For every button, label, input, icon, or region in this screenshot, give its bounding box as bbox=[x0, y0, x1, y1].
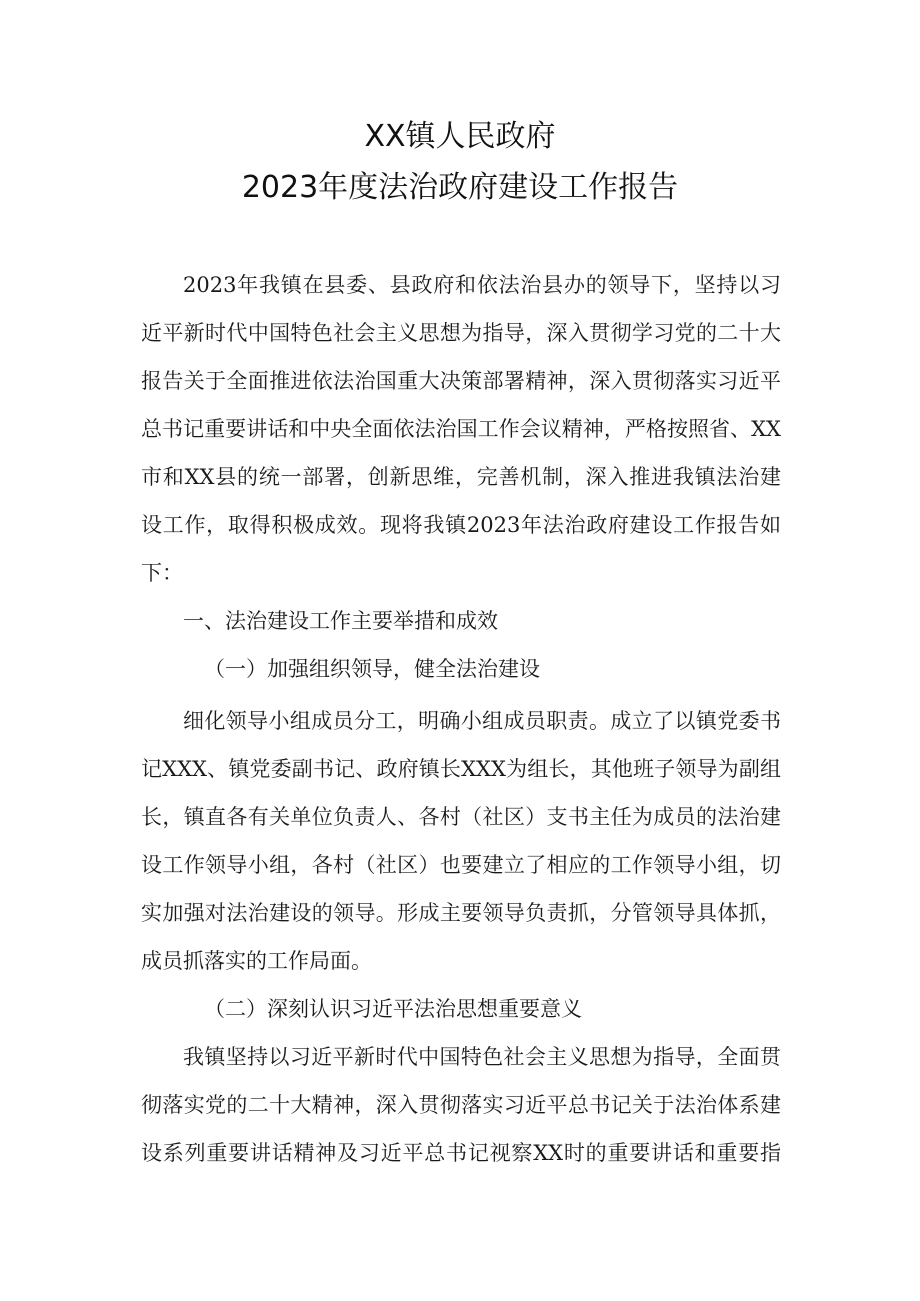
subsection-heading: （二）深刻认识习近平法治思想重要意义 bbox=[204, 997, 582, 1021]
intro-line: 2023年我镇在县委、县政府和依法治县办的领导下，坚持以习 bbox=[183, 273, 781, 297]
sub1-body-line: 设工作领导小组，各村（社区）也要建立了相应的工作领导小组，切 bbox=[141, 853, 781, 877]
sub1-body-line: 记XXX、镇党委副书记、政府镇长XXX为组长，其他班子领导为副组 bbox=[141, 757, 781, 781]
intro-line: 报告关于全面推进依法治国重大决策部署精神，深入贯彻落实习近平 bbox=[141, 369, 781, 393]
sub1-body-line: 细化领导小组成员分工，明确小组成员职责。成立了以镇党委书 bbox=[183, 709, 781, 733]
subsection-heading: （一）加强组织领导，健全法治建设 bbox=[204, 657, 540, 681]
sub1-body-line: 成员抓落实的工作局面。 bbox=[141, 949, 372, 973]
intro-line: 设工作，取得积极成效。现将我镇2023年法治政府建设工作报告如 bbox=[141, 513, 781, 537]
sub2-body-line: 彻落实党的二十大精神，深入贯彻落实习近平总书记关于法治体系建 bbox=[141, 1093, 781, 1117]
sub2-body-line: 我镇坚持以习近平新时代中国特色社会主义思想为指导，全面贯 bbox=[183, 1045, 781, 1069]
document-title-line1: XX镇人民政府 bbox=[364, 119, 556, 154]
section-heading: 一、法治建设工作主要举措和成效 bbox=[183, 609, 498, 633]
sub2-body-line: 设系列重要讲话精神及习近平总书记视察XX时的重要讲话和重要指 bbox=[141, 1141, 781, 1165]
intro-line: 市和XX县的统一部署，创新思维，完善机制，深入推进我镇法治建 bbox=[141, 465, 781, 489]
document-title-line2: 2023年度法治政府建设工作报告 bbox=[241, 170, 679, 205]
sub1-body-line: 实加强对法治建设的领导。形成主要领导负责抓，分管领导具体抓， bbox=[141, 901, 781, 925]
intro-line: 总书记重要讲话和中央全面依法治国工作会议精神，严格按照省、XX bbox=[141, 417, 781, 441]
intro-line: 下： bbox=[141, 561, 183, 585]
intro-line: 近平新时代中国特色社会主义思想为指导，深入贯彻学习党的二十大 bbox=[141, 321, 781, 345]
sub1-body-line: 长，镇直各有关单位负责人、各村（社区）支书主任为成员的法治建 bbox=[141, 805, 781, 829]
